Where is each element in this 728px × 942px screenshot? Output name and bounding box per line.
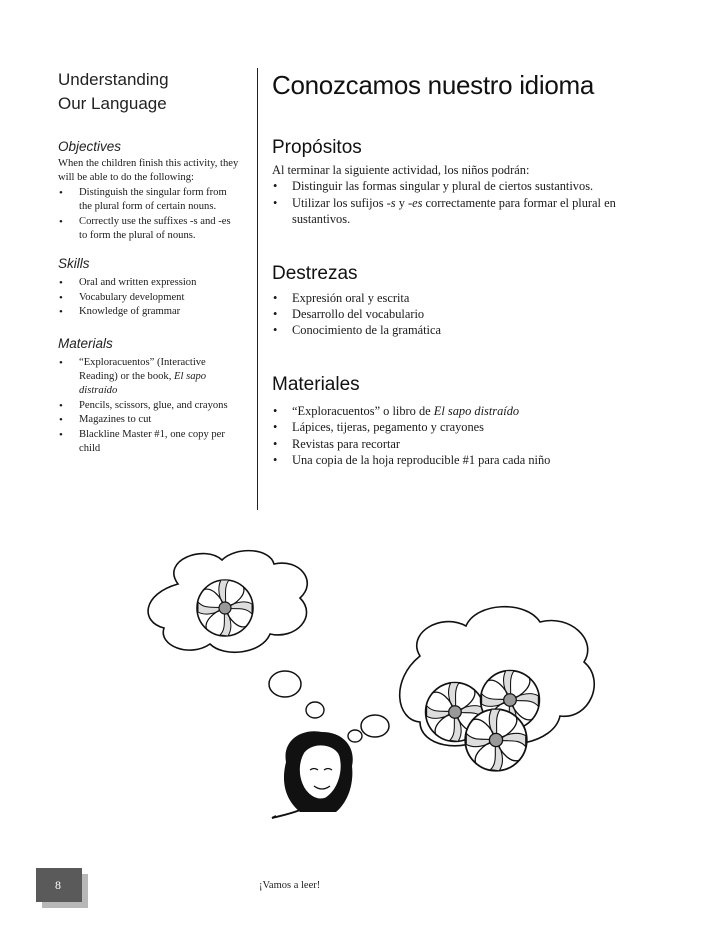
list-item: • Oral and written expression xyxy=(58,276,240,290)
english-title-line2: Our Language xyxy=(58,94,167,113)
item-text: correctamente para formar el plural en sustantivos. xyxy=(292,195,616,227)
propositos-heading: Propósitos xyxy=(272,137,362,158)
suffix-es: -es xyxy=(408,195,423,210)
column-divider xyxy=(257,68,258,510)
list-item: • Vocabulary development xyxy=(58,291,240,305)
objectives-list xyxy=(58,186,240,244)
propositos-section xyxy=(272,136,672,228)
book-title: El sapo distraído xyxy=(79,371,207,397)
materiales-item1-text: “Exploracuentos” o libro de xyxy=(292,403,434,418)
list-item: • Distinguish the singular form from the plural form of certain nouns. xyxy=(58,186,240,215)
list-item: • Correctly use the suffixes -s and -es to form the plural of nouns. xyxy=(58,215,240,244)
list-item xyxy=(58,356,240,399)
beach-ball-icon xyxy=(465,709,527,771)
list-item: • Una copia de la hoja reproducible #1 para cada niño xyxy=(272,452,672,468)
objectives-intro: When the children finish this activity, they will be able to do the following: xyxy=(58,158,239,184)
materials-item1-text: “Exploracuentos” (Interactive Reading) or the book, xyxy=(79,356,206,383)
badge-front xyxy=(36,868,82,902)
materials-section xyxy=(58,336,240,457)
beach-ball-icon xyxy=(197,580,253,636)
page-number-badge xyxy=(36,868,90,908)
destrezas-section xyxy=(272,262,672,339)
propositos-list xyxy=(272,178,672,227)
materials-list xyxy=(58,356,240,457)
materiales-heading: Materiales xyxy=(272,373,360,395)
list-item: • Lápices, tijeras, pegamento y crayones xyxy=(272,419,672,435)
list-item: • Revistas para recortar xyxy=(272,436,672,452)
materiales-section xyxy=(272,373,672,469)
list-item xyxy=(272,195,672,228)
list-item: • Distinguir las formas singular y plural de ciertos sustantivos. xyxy=(272,178,672,194)
list-item xyxy=(272,403,672,419)
spanish-title: Conozcamos nuestro idioma xyxy=(272,70,594,100)
book-title: El sapo distraído xyxy=(433,403,520,418)
list-item: • Blackline Master #1, one copy per child xyxy=(58,428,240,457)
list-item: • Expresión oral y escrita xyxy=(272,290,672,306)
thought-bubble xyxy=(361,715,389,737)
list-item: • Pencils, scissors, glue, and crayons xyxy=(58,399,240,413)
english-title xyxy=(58,68,240,116)
english-column xyxy=(58,68,240,457)
destrezas-heading: Destrezas xyxy=(272,262,358,284)
girl-figure xyxy=(272,731,353,818)
thinking-girl-illustration xyxy=(0,540,728,840)
objectives-heading: Objectives xyxy=(58,139,122,154)
destrezas-list xyxy=(272,290,672,339)
skills-heading: Skills xyxy=(58,256,90,272)
list-item: • Magazines to cut xyxy=(58,413,240,427)
spanish-column xyxy=(272,68,672,468)
footer-book-title: ¡Vamos a leer! xyxy=(259,880,321,891)
suffix-s: -s xyxy=(386,195,396,210)
materiales-list xyxy=(272,403,672,469)
item-text: Utilizar los sufijos xyxy=(292,195,387,210)
thought-bubble xyxy=(269,671,301,697)
list-item: • Conocimiento de la gramática xyxy=(272,322,672,338)
list-item: • Desarrollo del vocabulario xyxy=(272,306,672,322)
materials-heading: Materials xyxy=(58,335,113,351)
propositos-intro: Al terminar la siguiente actividad, los niños podrán: xyxy=(272,163,530,177)
skills-list xyxy=(58,276,240,319)
english-title-line1: Understanding xyxy=(58,70,169,89)
thought-bubble xyxy=(348,730,362,742)
thought-bubble xyxy=(306,702,324,718)
page-number: 8 xyxy=(55,878,61,892)
item-text: y xyxy=(395,195,408,210)
skills-section xyxy=(58,256,240,319)
objectives-section xyxy=(58,139,240,243)
list-item: • Knowledge of grammar xyxy=(58,305,240,319)
